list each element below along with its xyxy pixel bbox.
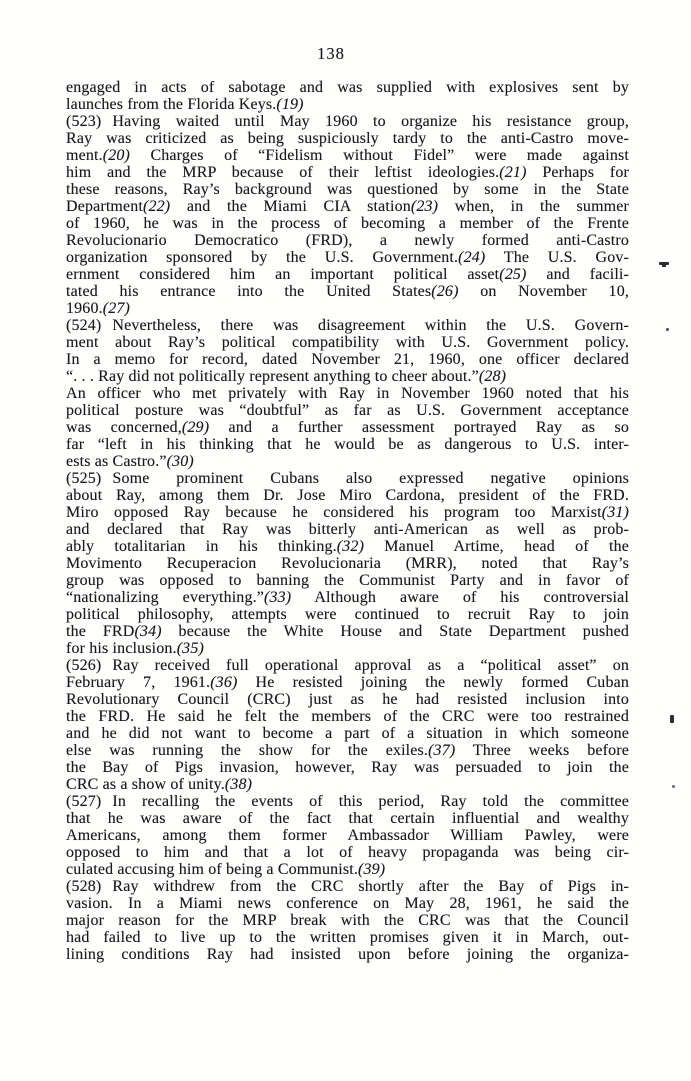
text-block <box>66 79 629 963</box>
text-line: that he was aware of the fact that certain influential and wealthy <box>66 810 629 827</box>
citation-ref: (23) <box>410 198 439 215</box>
paragraph-number: (525) <box>66 470 102 487</box>
text-line: engaged in acts of sabotage and was supplied with explosives sent by <box>66 79 629 96</box>
paragraph <box>66 878 629 963</box>
citation-ref: (20) <box>102 147 131 164</box>
citation-ref: (35) <box>176 640 204 657</box>
text-line: group was opposed to banning the Communist Party and in favor of <box>66 572 629 589</box>
text-line: Department(22) and the Miami CIA station(23) when, in the summer <box>66 198 629 215</box>
citation-ref: (38) <box>224 776 253 793</box>
paragraph <box>66 317 629 470</box>
text-line: organization sponsored by the U.S. Government.(24) The U.S. Gov- <box>66 249 629 266</box>
citation-ref: (26) <box>431 283 459 300</box>
text-line: these reasons, Ray’s background was questioned by some in the State <box>66 181 629 198</box>
paragraph-number: (528) <box>66 878 102 895</box>
citation-ref: (24) <box>458 249 486 266</box>
page-number: 138 <box>317 44 345 63</box>
text-line: of 1960, he was in the process of becoming a member of the Frente <box>66 215 629 232</box>
text-line: and declared that Ray was bitterly anti-American as well as prob- <box>66 521 629 538</box>
citation-ref: (34) <box>134 623 162 640</box>
paragraph-number: (524) <box>66 317 102 334</box>
scan-speck <box>659 262 669 265</box>
citation-ref: (27) <box>102 300 131 317</box>
text-line: An officer who met privately with Ray in November 1960 noted that his <box>66 385 629 402</box>
citation-ref: (39) <box>358 861 386 878</box>
text-line: the Bay of Pigs invasion, however, Ray was persuaded to join the <box>66 759 629 776</box>
citation-ref: (29) <box>181 419 210 436</box>
text-line: opposed to him and that a lot of heavy propaganda was being cir- <box>66 844 629 861</box>
citation-ref: (28) <box>478 368 507 385</box>
citation-ref: (22) <box>143 198 171 215</box>
citation-ref: (25) <box>499 266 527 283</box>
text-line: Ray was criticized as being suspiciously tardy to the anti-Castro move- <box>66 130 629 147</box>
paragraph <box>66 470 629 657</box>
paragraph-number: (523) <box>66 113 102 130</box>
text-line: February 7, 1961.(36) He resisted joining the newly formed Cuban <box>66 674 629 691</box>
paragraph <box>66 657 629 793</box>
citation-ref: (30) <box>166 453 194 470</box>
scan-speck <box>666 328 669 331</box>
citation-ref: (36) <box>210 674 238 691</box>
text-line: else was running the show for the exiles.(37) Three weeks before <box>66 742 629 759</box>
text-line: culated accusing him of being a Communist.(39) <box>66 861 386 878</box>
text-line: far “left in his thinking that he would be as dangerous to U.S. inter- <box>66 436 629 453</box>
text-line: (525) Some prominent Cubans also expressed negative opinions <box>66 470 629 487</box>
text-line: lining conditions Ray had insisted upon before joining the organiza- <box>66 946 629 963</box>
text-line: political philosophy, attempts were continued to recruit Ray to join <box>66 606 629 623</box>
text-line: about Ray, among them Dr. Jose Miro Cardona, president of the FRD. <box>66 487 629 504</box>
text-line: Miro opposed Ray because he considered his program too Marxist(31) <box>66 504 629 521</box>
citation-ref: (33) <box>264 589 292 606</box>
text-line: (527) In recalling the events of this period, Ray told the committee <box>66 793 629 810</box>
text-line: (528) Ray withdrew from the CRC shortly after the Bay of Pigs in- <box>66 878 629 895</box>
text-line: (524) Nevertheless, there was disagreement within the U.S. Govern- <box>66 317 629 334</box>
text-line: “. . . Ray did not politically represent anything to cheer about.”(28) <box>66 368 507 385</box>
text-line: political posture was “doubtful” as far as U.S. Government acceptance <box>66 402 629 419</box>
text-line: launches from the Florida Keys.(19) <box>66 96 304 113</box>
text-line: major reason for the MRP break with the CRC was that the Council <box>66 912 629 929</box>
text-line: ests as Castro.”(30) <box>66 453 194 470</box>
text-line: Americans, among them former Ambassador William Pawley, were <box>66 827 629 844</box>
text-line: 1960.(27) <box>66 300 131 317</box>
text-line: ment.(20) Charges of “Fidelism without Fidel” were made against <box>66 147 629 164</box>
citation-ref: (21) <box>499 164 527 181</box>
citation-ref: (32) <box>336 538 365 555</box>
citation-ref: (19) <box>276 96 304 113</box>
text-line: ment about Ray’s political compatibility with U.S. Government policy. <box>66 334 629 351</box>
text-line: ably totalitarian in his thinking.(32) Manuel Artime, head of the <box>66 538 629 555</box>
scan-speck <box>672 785 675 788</box>
text-line: tated his entrance into the United States(26) on November 10, <box>66 283 629 300</box>
text-line: (526) Ray received full operational approval as a “political asset” on <box>66 657 629 674</box>
text-line: him and the MRP because of their leftist ideologies.(21) Perhaps for <box>66 164 629 181</box>
text-line: “nationalizing everything.”(33) Although aware of his controversial <box>66 589 629 606</box>
paragraph <box>66 79 629 113</box>
paragraph-number: (526) <box>66 657 102 674</box>
text-line: Movimento Recuperacion Revolucionaria (MRR), noted that Ray’s <box>66 555 629 572</box>
text-line: Revolucionario Democratico (FRD), a newly formed anti-Castro <box>66 232 629 249</box>
paragraph <box>66 793 629 878</box>
paragraph <box>66 113 629 317</box>
text-line: In a memo for record, dated November 21, 1960, one officer declared <box>66 351 629 368</box>
text-line: the FRD. He said he felt the members of the CRC were too restrained <box>66 708 629 725</box>
citation-ref: (31) <box>601 504 629 521</box>
scan-speck <box>670 715 674 723</box>
text-line: Revolutionary Council (CRC) just as he had resisted inclusion into <box>66 691 629 708</box>
text-line: the FRD(34) because the White House and State Department pushed <box>66 623 629 640</box>
text-line: vasion. In a Miami news conference on May 28, 1961, he said the <box>66 895 629 912</box>
text-line: (523) Having waited until May 1960 to organize his resistance group, <box>66 113 629 130</box>
text-line: CRC as a show of unity.(38) <box>66 776 253 793</box>
citation-ref: (37) <box>428 742 456 759</box>
text-line: and he did not want to become a part of a situation in which someone <box>66 725 629 742</box>
text-line: was concerned,(29) and a further assessment portrayed Ray as so <box>66 419 630 436</box>
text-line: had failed to live up to the written promises given it in March, out- <box>66 929 629 946</box>
text-line: for his inclusion.(35) <box>66 640 204 657</box>
text-line: ernment considered him an important political asset(25) and facili- <box>66 266 629 283</box>
paragraph-number: (527) <box>66 793 102 810</box>
